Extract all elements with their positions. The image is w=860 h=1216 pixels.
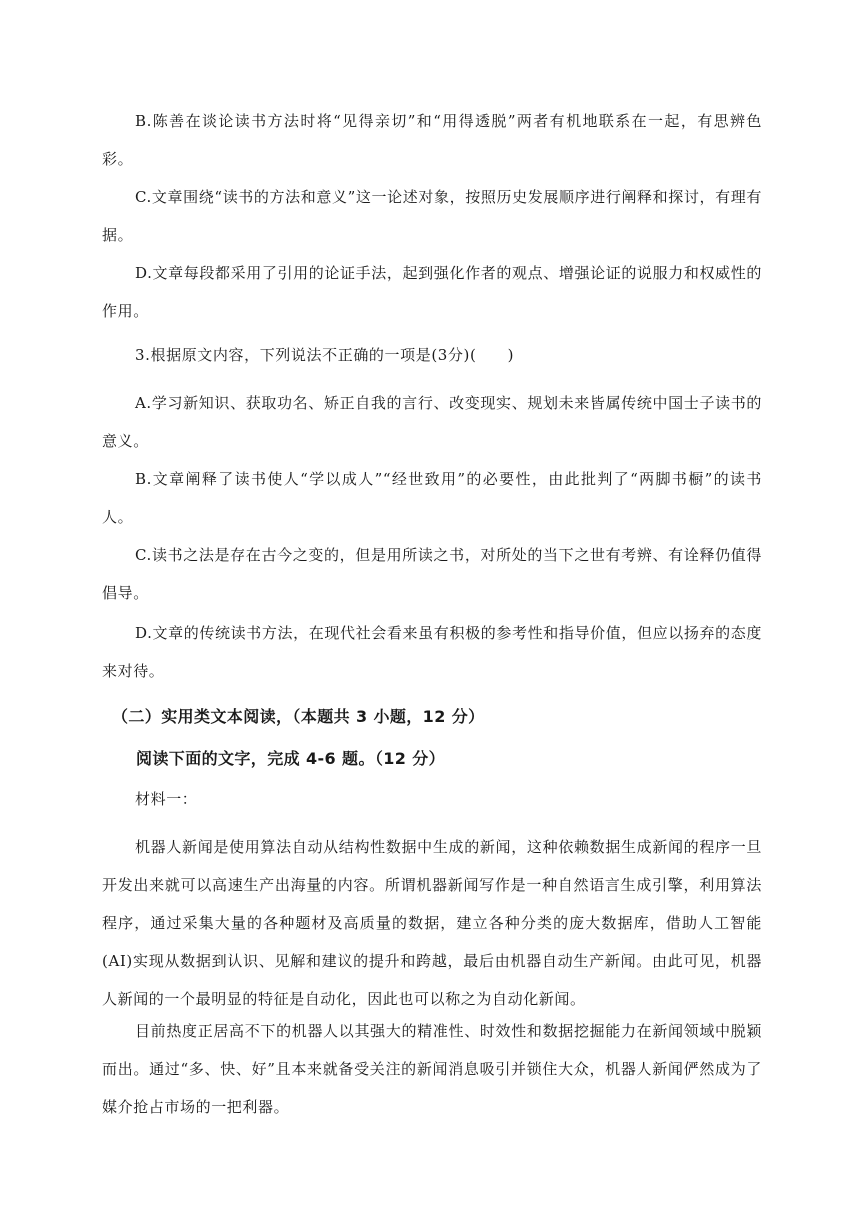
material-one-paragraph-1: 机器人新闻是使用算法自动从结构性数据中生成的新闻，这种依赖数据生成新闻的程序一旦开发出来就可以高速生产出海量的内容。所谓机器新闻写作是一种自然语言生成引擎，利用算法程序，通过采集大量的各种题材及高质量的数据，建立各种分类的庞大数据库，借助人工智能(AI)实现从数据到认识、见解和建议的提升和跨越，最后由机器自动生产新闻。由此可见，机器人新闻的一个最明显的特征是自动化，因此也可以称之为自动化新闻。 <box>102 838 762 1008</box>
option-b-paragraph: B.陈善在谈论读书方法时将“见得亲切”和“用得透脱”两者有机地联系在一起，有思辨色彩。 <box>102 112 762 168</box>
section-heading: （二）实用类文本阅读，（本题共 3 小题，12 分） <box>112 707 485 726</box>
question-3-stem: 3.根据原文内容，下列说法不正确的一项是(3分)( ) <box>135 346 515 364</box>
material-one-label: 材料一： <box>135 790 198 808</box>
option-d-paragraph: D.文章每段都采用了引用的论证手法，起到强化作者的观点、增强论证的说服力和权威性的作用。 <box>102 264 762 320</box>
instruction-heading: 阅读下面的文字，完成 4-6 题。（12 分） <box>136 749 446 768</box>
q3-option-a: A.学习新知识、获取功名、矫正自我的言行、改变现实、规划未来皆属传统中国士子读书的意义。 <box>102 394 762 450</box>
material-one-paragraph-2: 目前热度正居高不下的机器人以其强大的精准性、时效性和数据挖掘能力在新闻领域中脱颖而出。通过“多、快、好”且本来就备受关注的新闻消息吸引并锁住大众，机器人新闻俨然成为了媒介抢占市场的一把利器。 <box>102 1022 762 1116</box>
option-c-paragraph: C.文章围绕“读书的方法和意义”这一论述对象，按照历史发展顺序进行阐释和探讨，有理有据。 <box>102 188 762 244</box>
q3-option-b: B.文章阐释了读书使人“学以成人”“经世致用”的必要性，由此批判了“两脚书橱”的读书人。 <box>102 470 762 526</box>
q3-option-d: D.文章的传统读书方法，在现代社会看来虽有积极的参考性和指导价值，但应以扬弃的态度来对待。 <box>102 624 762 680</box>
q3-option-c: C.读书之法是存在古今之变的，但是用所读之书，对所处的当下之世有考辨、有诠释仍值得倡导。 <box>102 546 762 602</box>
